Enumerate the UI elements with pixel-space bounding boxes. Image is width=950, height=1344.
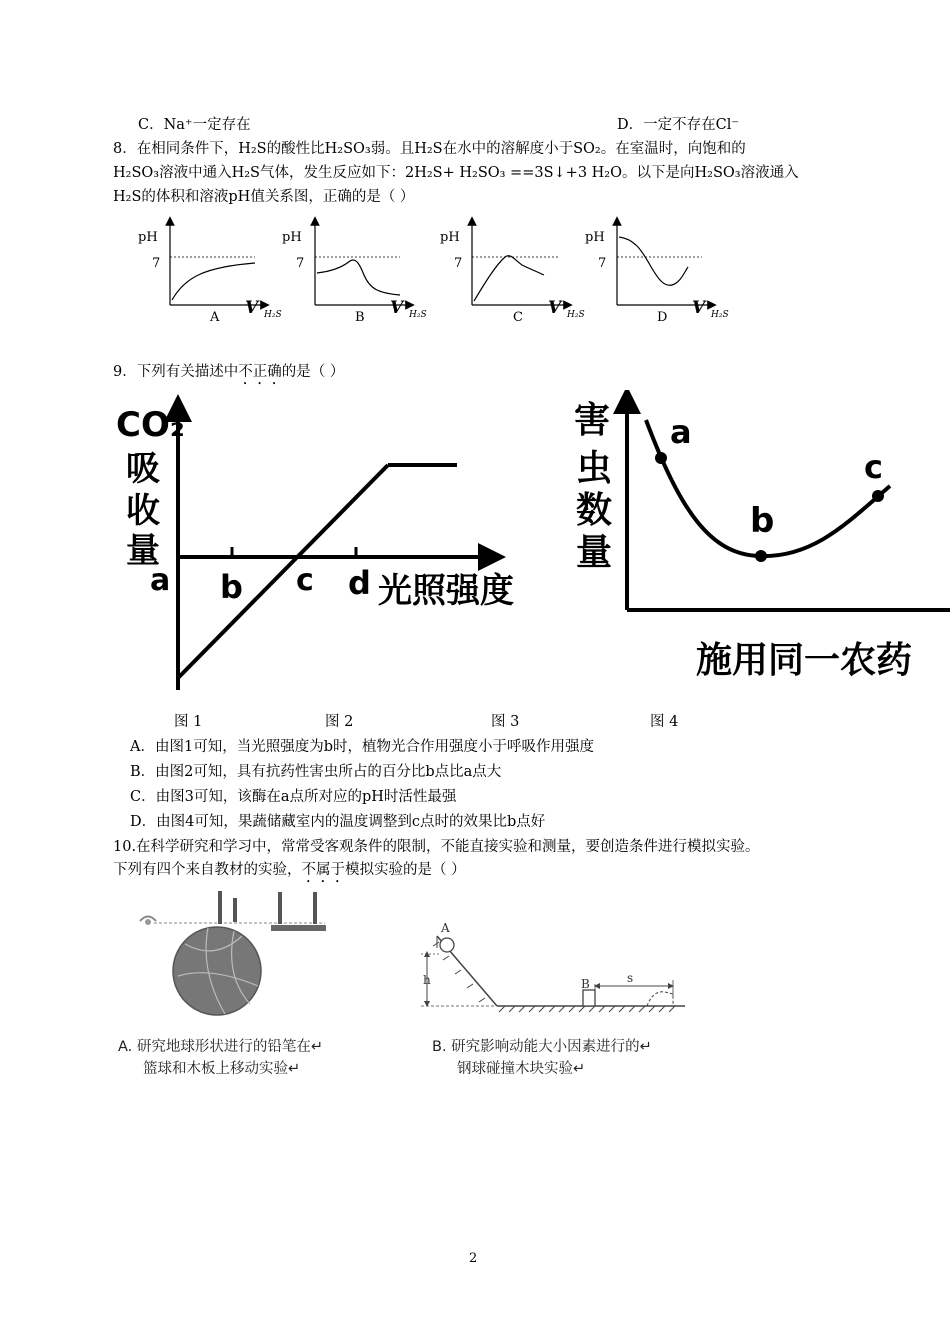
q8-graph-c-xlabel: V: [548, 298, 562, 318]
q10-figb-label-b: B: [581, 977, 590, 991]
q8-ph-graphs: [130, 215, 750, 330]
q9-fig2-point-c: c: [864, 448, 883, 486]
q9-fig2-xlabel: 施用同一农药: [696, 640, 913, 681]
q8-graph-b-label: B: [355, 310, 365, 325]
q10-caption-b: [432, 1036, 652, 1080]
q8-graph-c-ylabel: pH: [440, 230, 460, 245]
q9-fig2-ylabel-2: 虫: [576, 448, 613, 489]
q10-caption-a: [118, 1036, 323, 1080]
q9-caption-2: 图 2: [325, 714, 354, 730]
q8-graph-a-label: A: [210, 310, 220, 325]
q7-option-c: C．Na⁺一定存在: [138, 117, 251, 133]
q9-figure-1: [110, 390, 550, 700]
page-number: 2: [469, 1251, 478, 1266]
q8-line-2: H₂SO₃溶液中通入H₂S气体，发生反应如下：2H₂S+ H₂SO₃ ==3S↓+3 H₂O。以下是向H₂SO₃溶液通入: [113, 165, 799, 181]
q8-graph-d-xlabel: V: [692, 298, 706, 318]
q8-line-1: 8．在相同条件下，H₂S的酸性比H₂SO₃弱。且H₂S在水中的溶解度小于SO₂。在室温时，向饱和的: [113, 141, 746, 157]
q9-fig1-xlabel: 光照强度: [378, 571, 514, 611]
q8-graph-d-xsub: H₂S: [711, 310, 729, 320]
q9-fig1-point-a: a: [150, 563, 171, 598]
q9-option-c: C．由图3可知，该酶在a点所对应的pH时活性最强: [130, 789, 457, 805]
q8-graph-d-level: 7: [598, 256, 607, 271]
q8-line-3: H₂S的体积和溶液pH值关系图，正确的是（ ）: [113, 189, 415, 205]
q9-fig1-point-c: c: [296, 563, 314, 598]
q9-option-d: D．由图4可知，果蔬储藏室内的温度调整到c点时的效果比b点好: [130, 814, 546, 830]
q9-caption-1: 图 1: [174, 714, 203, 730]
pencil-icon: [313, 892, 317, 924]
q9-fig2-point-b: b: [750, 501, 775, 541]
q8-graph-c-level: 7: [454, 256, 463, 271]
q8-graph-b-xsub: H₂S: [409, 310, 427, 320]
q10-line-2-emph: 不属于: [301, 862, 345, 878]
q8-graph-c: [440, 221, 585, 325]
basketball-icon: [173, 927, 261, 1015]
q8-graph-c-xsub: H₂S: [567, 310, 585, 320]
q10-figure-a: [130, 886, 360, 1021]
pencil-icon: [278, 892, 282, 924]
q10-caption-b-line-2: 钢球碰撞木块实验↵: [457, 1061, 586, 1077]
wood-block-icon: [583, 990, 595, 1006]
q8-graph-a-xlabel: V: [245, 298, 259, 318]
q9-fig2-point-a: a: [670, 413, 692, 451]
q9-stem: [113, 362, 344, 388]
eye-icon: [140, 917, 156, 926]
q10-figure-b: [415, 918, 695, 1018]
q9-stem-prefix: 9．下列有关描述中: [113, 364, 239, 380]
q8-graph-b: [282, 221, 427, 325]
q9-stem-emph: 不正确: [238, 364, 282, 380]
q10-figb-label-a: A: [441, 921, 450, 935]
q9-caption-3: 图 3: [491, 714, 520, 730]
q8-graph-b-ylabel: pH: [282, 230, 302, 245]
q10-caption-b-line-1: B. 研究影响动能大小因素进行的↵: [432, 1039, 652, 1055]
q8-graph-a: [138, 221, 282, 325]
q10-line-2: [113, 860, 466, 886]
q8-graph-d-label: D: [657, 310, 668, 325]
q10-line-2-prefix: 下列有四个来自教材的实验，: [113, 862, 302, 878]
q9-fig2-ylabel-1: 害: [574, 400, 611, 441]
q8-graph-b-xlabel: V: [390, 298, 404, 318]
q8-graph-a-level: 7: [152, 256, 161, 271]
q10-figb-label-h: h: [423, 973, 431, 987]
q9-option-b: B．由图2可知，具有抗药性害虫所占的百分比b点比a点大: [130, 764, 502, 780]
steel-ball-icon: [440, 938, 454, 952]
q8-graph-b-level: 7: [296, 256, 305, 271]
q9-stem-suffix: 的是（ ）: [281, 364, 345, 380]
q10-line-1: 10.在科学研究和学习中，常常受客观条件的限制，不能直接实验和测量，要创造条件进行模拟实验。: [113, 839, 760, 855]
q8-graph-a-xsub: H₂S: [264, 310, 282, 320]
q9-caption-4: 图 4: [650, 714, 679, 730]
pencil-icon: [233, 898, 237, 922]
q9-fig1-ylabel-3: 收: [126, 491, 160, 531]
q9-fig2-ylabel-4: 量: [576, 532, 613, 573]
q9-fig1-ylabel-co2: CO₂: [116, 405, 185, 445]
q10-caption-a-line-2: 篮球和木板上移动实验↵: [143, 1061, 301, 1077]
q7-option-d: D．一定不存在Cl⁻: [617, 117, 740, 133]
q8-graph-d: [585, 221, 729, 325]
q9-fig1-point-d: d: [348, 564, 371, 602]
q10-caption-a-line-1: A. 研究地球形状进行的铅笔在↵: [118, 1039, 324, 1055]
q9-fig2-ylabel-3: 数: [576, 490, 613, 531]
q9-figure-2: [570, 390, 950, 690]
q10-figb-label-s: s: [627, 971, 634, 985]
q8-graph-d-ylabel: pH: [585, 230, 605, 245]
q9-option-a: A．由图1可知，当光照强度为b时，植物光合作用强度小于呼吸作用强度: [130, 739, 594, 755]
pencil-icon: [218, 891, 222, 924]
q10-line-2-suffix: 模拟实验的是（ ）: [345, 862, 466, 878]
q9-fig1-ylabel-4: 量: [126, 531, 160, 571]
q8-graph-c-label: C: [513, 310, 523, 325]
q9-fig1-ylabel-2: 吸: [126, 449, 160, 489]
q8-graph-a-ylabel: pH: [138, 230, 158, 245]
board-icon: [271, 925, 326, 931]
q9-fig1-point-b: b: [220, 568, 243, 606]
